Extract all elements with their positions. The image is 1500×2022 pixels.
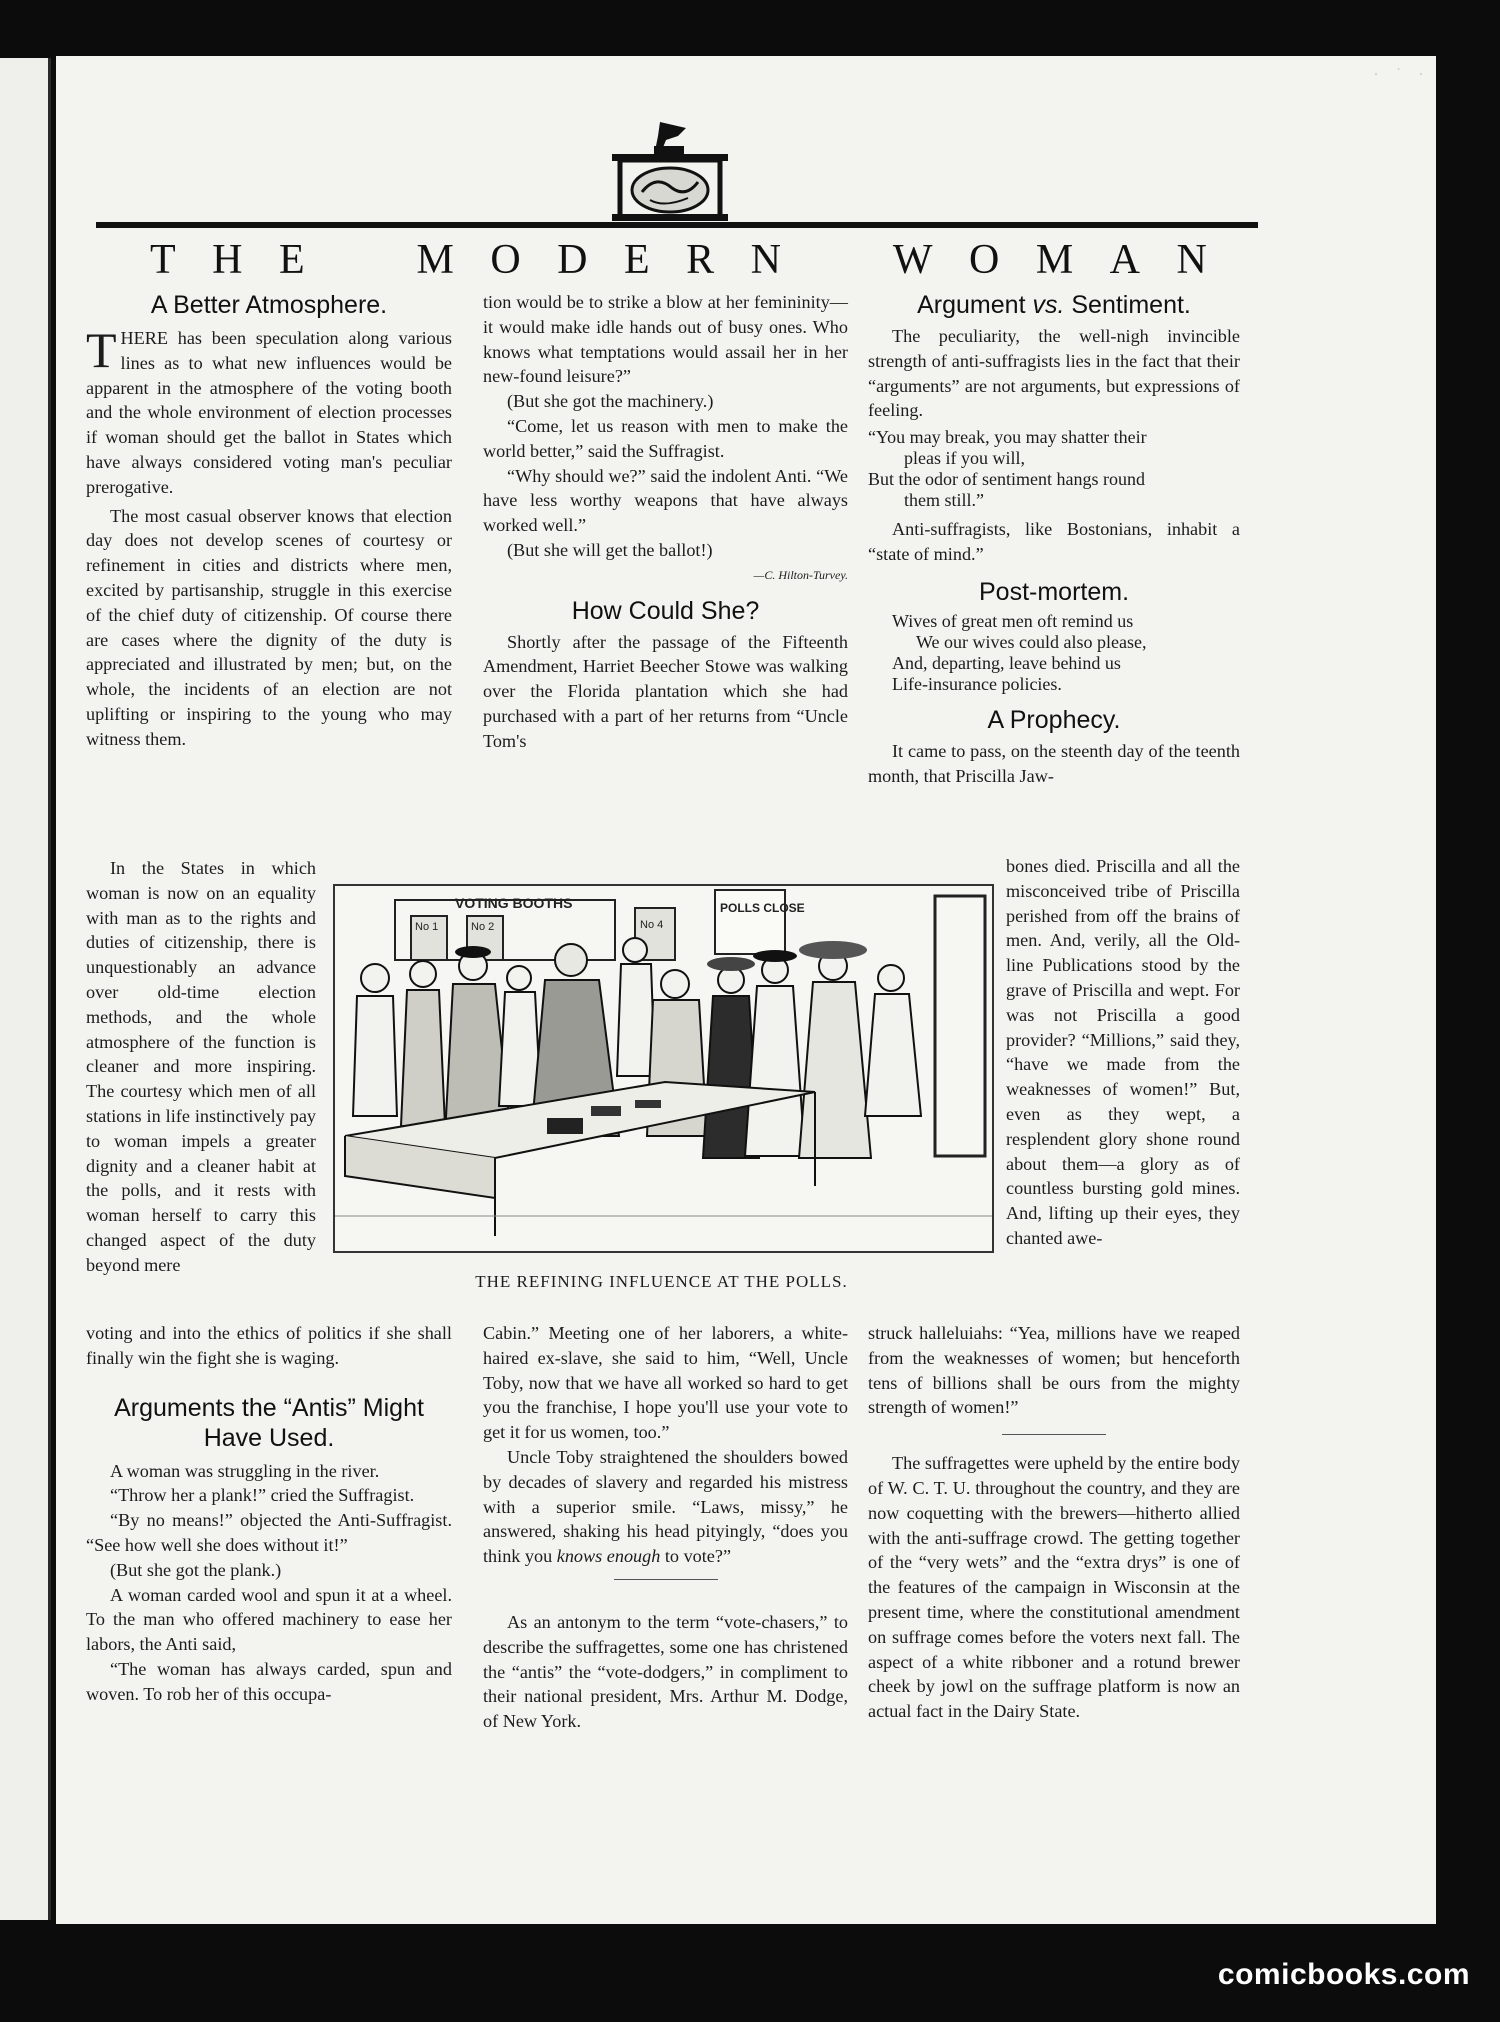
- illustration-caption: THE REFINING INFLUENCE AT THE POLLS.: [475, 1272, 848, 1291]
- heading-argument-vs-sentiment: [868, 290, 1240, 320]
- title-letter: N: [750, 237, 782, 283]
- paragraph-text: Uncle Toby straightened the shoulders bowed by decades of slavery and regarded his mistress with a superior smile. “Laws, missy,” he answered, shaking his head pityingly, “does you think you: [483, 1446, 848, 1567]
- paragraph: The most casual observer knows that election day does not develop scenes of courtesy or refinement in cities and districts where men, excited by partisanship, struggle in this exercise of the chief duty of citizenship. Of course there are cases where the dignity of the duty is appreciated and illustrated by men; but, on the whole, the incidents of an election are not uplifting or inspiring to the young who may witness them.: [86, 505, 452, 749]
- page-title: [96, 236, 1258, 284]
- title-letter: D: [557, 237, 589, 283]
- title-letter: M: [416, 237, 455, 283]
- heading-part: Sentiment.: [1064, 291, 1191, 319]
- column-1-wrap: [86, 856, 316, 1278]
- sign-voting-booths: VOTING BOOTHS: [455, 895, 573, 911]
- poem-line: Wives of great men oft remind us: [892, 610, 1134, 631]
- paragraph: Cabin.” Meeting one of her laborers, a white-haired ex-slave, she said to him, “Well, Uncle Toby, now that we have all worked so hard to get you the franchise, I hope you'll use your vote to get it for us women, too.”: [483, 1323, 848, 1443]
- paragraph: As an antonym to the term “vote-chasers,” to describe the suffragettes, some one has christened the “antis” the “vote-dodgers,” in compliment to their national president, Mrs. Arthur M. Dodge, of New York.: [483, 1611, 848, 1732]
- paragraph: In the States in which woman is now on an equality with man as to the rights and duties of citizenship, there is unquestionably an advance over old-time election methods, and the whole atmosphere of the function is cleaner and more inspiring. The courtesy which men of all stations in life instinctively pay to woman impels a greater dignity and a cleaner habit at the polls, and it rests with woman herself to carry this changed aspect of the duty beyond mere: [86, 858, 316, 1275]
- paragraph: [86, 322, 452, 500]
- paragraph: “By no means!” objected the Anti-Suffragist. “See how well she does without it!”: [86, 1510, 452, 1555]
- heading-arguments-antis: Arguments the “Antis” Might Have Used.: [114, 1393, 424, 1452]
- booth-label: No 2: [471, 921, 495, 933]
- poem-line: pleas if you will,: [904, 448, 1025, 469]
- title-letter: O: [490, 237, 522, 283]
- illustration-polling-place: [333, 884, 994, 1253]
- poem-quote: [868, 427, 1240, 511]
- column-1-top: [86, 290, 452, 752]
- column-1-bottom: [86, 1321, 452, 1707]
- column-2-top: [483, 290, 848, 754]
- title-letter: H: [212, 237, 244, 283]
- paragraph: Shortly after the passage of the Fifteenth Amendment, Harriet Beecher Stowe was walking over the Florida plantation which she had purchased with a part of her returns from “Uncle Tom's: [483, 631, 848, 751]
- title-letter: N: [1176, 237, 1208, 283]
- paragraph: Anti-suffragists, like Bostonians, inhabit a “state of mind.”: [868, 519, 1240, 564]
- heading-prophecy: A Prophecy.: [987, 705, 1121, 734]
- paragraph: It came to pass, on the steenth day of the teenth month, that Priscilla Jaw-: [868, 740, 1240, 786]
- column-2-bottom: [483, 1321, 848, 1734]
- paragraph: The suffragettes were upheld by the entire body of W. C. T. U. throughout the country, and they are now coquetting with the brewers—hitherto allied with the anti-suffrage crowd. The getting together of the “very wets” and the “extra drys” is one of the features of the campaign in Wisconsin at the present time, where the constitutional amendment on suffrage comes before the voters next fall. The aspect of a white ribboner and a rotund brewer cheek by jowl on the suffrage platform is now an actual fact in the Dairy State.: [868, 1453, 1240, 1722]
- poem-line: But the odor of sentiment hangs round: [868, 469, 1145, 490]
- paragraph: “The woman has always carded, spun and woven. To rob her of this occupa-: [86, 1658, 452, 1704]
- drop-cap: T: [86, 322, 117, 378]
- heading-better-atmosphere: A Better Atmosphere.: [150, 291, 388, 319]
- title-letter: T: [150, 237, 177, 283]
- paragraph: voting and into the ethics of politics if she shall finally win the fight she is waging.: [86, 1323, 452, 1368]
- section-divider: [614, 1579, 718, 1580]
- paragraph: “Why should we?” said the indolent Anti. “We have less worthy weapons that have always worked well.”: [483, 465, 848, 536]
- poem-line: And, departing, leave behind us: [892, 652, 1121, 673]
- paragraph: (But she got the machinery.): [507, 391, 714, 412]
- poem: [868, 611, 1240, 695]
- emphasis: knows enough: [556, 1546, 661, 1567]
- title-letter: E: [278, 237, 306, 283]
- column-3-top: [868, 290, 1240, 788]
- poem-line: “You may break, you may shatter their: [868, 427, 1147, 448]
- watermark: comicbooks.com: [1217, 1958, 1470, 1991]
- sign-polls-close: POLLS CLOSE: [720, 901, 805, 915]
- title-letter: E: [623, 237, 651, 283]
- paragraph: “Come, let us reason with men to make the world better,” said the Suffragist.: [483, 415, 848, 461]
- paragraph-text: to vote?”: [660, 1546, 732, 1567]
- paragraph: (But she will get the ballot!): [507, 539, 713, 560]
- heading-part: vs.: [1032, 291, 1065, 319]
- facing-page-edge: [0, 58, 51, 1920]
- paragraph: A woman was struggling in the river.: [110, 1460, 380, 1481]
- title-letter: A: [1109, 237, 1141, 283]
- paragraph: A woman carded wool and spun it at a wheel. To the man who offered machinery to ease her labors, the Anti said,: [86, 1584, 452, 1655]
- paragraph: tion would be to strike a blow at her femininity—it would make idle hands out of busy ones. Who knows what temptations would assail her in her new-found leisure?”: [483, 292, 848, 387]
- column-3-bottom: [868, 1321, 1240, 1724]
- column-3-wrap: [1006, 854, 1240, 1251]
- poem-line: Life-insurance policies.: [892, 673, 1062, 694]
- paragraph-text: HERE has been speculation along various lines as to what new influences would be apparent in the atmosphere of the voting booth and the whole environment of election processes if woman should get the ballot in States which have always considered voting man's peculiar prerogative.: [86, 328, 452, 497]
- paragraph: [483, 1445, 848, 1569]
- paragraph: “Throw her a plank!” cried the Suffragist.: [110, 1485, 415, 1506]
- title-letter: R: [686, 237, 716, 283]
- poem-line: We our wives could also please,: [916, 631, 1147, 652]
- heading-post-mortem: Post-mortem.: [978, 577, 1130, 606]
- title-letter: M: [1035, 237, 1075, 283]
- section-divider: [1002, 1434, 1106, 1435]
- title-letter: W: [892, 237, 934, 283]
- poem-line: them still.”: [904, 490, 984, 511]
- scan-specks: · ˙ ·: [1373, 64, 1430, 84]
- paragraph: (But she got the plank.): [110, 1559, 282, 1580]
- title-letter: O: [969, 237, 1001, 283]
- paragraph: bones died. Priscilla and all the misconceived tribe of Priscilla perished from off the brains of men. And, verily, all the Old-line Publications stood by the grave of Priscilla and wept. For was not Priscilla a good provider? “Millions,” said they, “have we made from the weaknesses of women!” But, even as they wept, a resplendent glory shone round about them—a glory as of countless bursting gold mines. And, lifting up their eyes, they chanted awe-: [1006, 856, 1240, 1248]
- signature: —C. Hilton-Turvey.: [753, 567, 848, 582]
- paragraph: struck halleluiahs: “Yea, millions have we reaped from the weaknesses of women; but henceforth tens of billions shall be ours from the mighty strength of women!”: [868, 1323, 1240, 1418]
- booth-label: No 4: [640, 919, 664, 931]
- heading-part: Argument: [917, 291, 1033, 319]
- booth-label: No 1: [415, 921, 439, 933]
- masthead-rule: [96, 222, 1258, 228]
- masthead-ornament: [600, 118, 740, 222]
- heading-how-could-she: How Could She?: [571, 596, 760, 625]
- paragraph: The peculiarity, the well-nigh invincible strength of anti-suffragists lies in the fact that their “arguments” are not arguments, but expressions of feeling.: [868, 326, 1240, 421]
